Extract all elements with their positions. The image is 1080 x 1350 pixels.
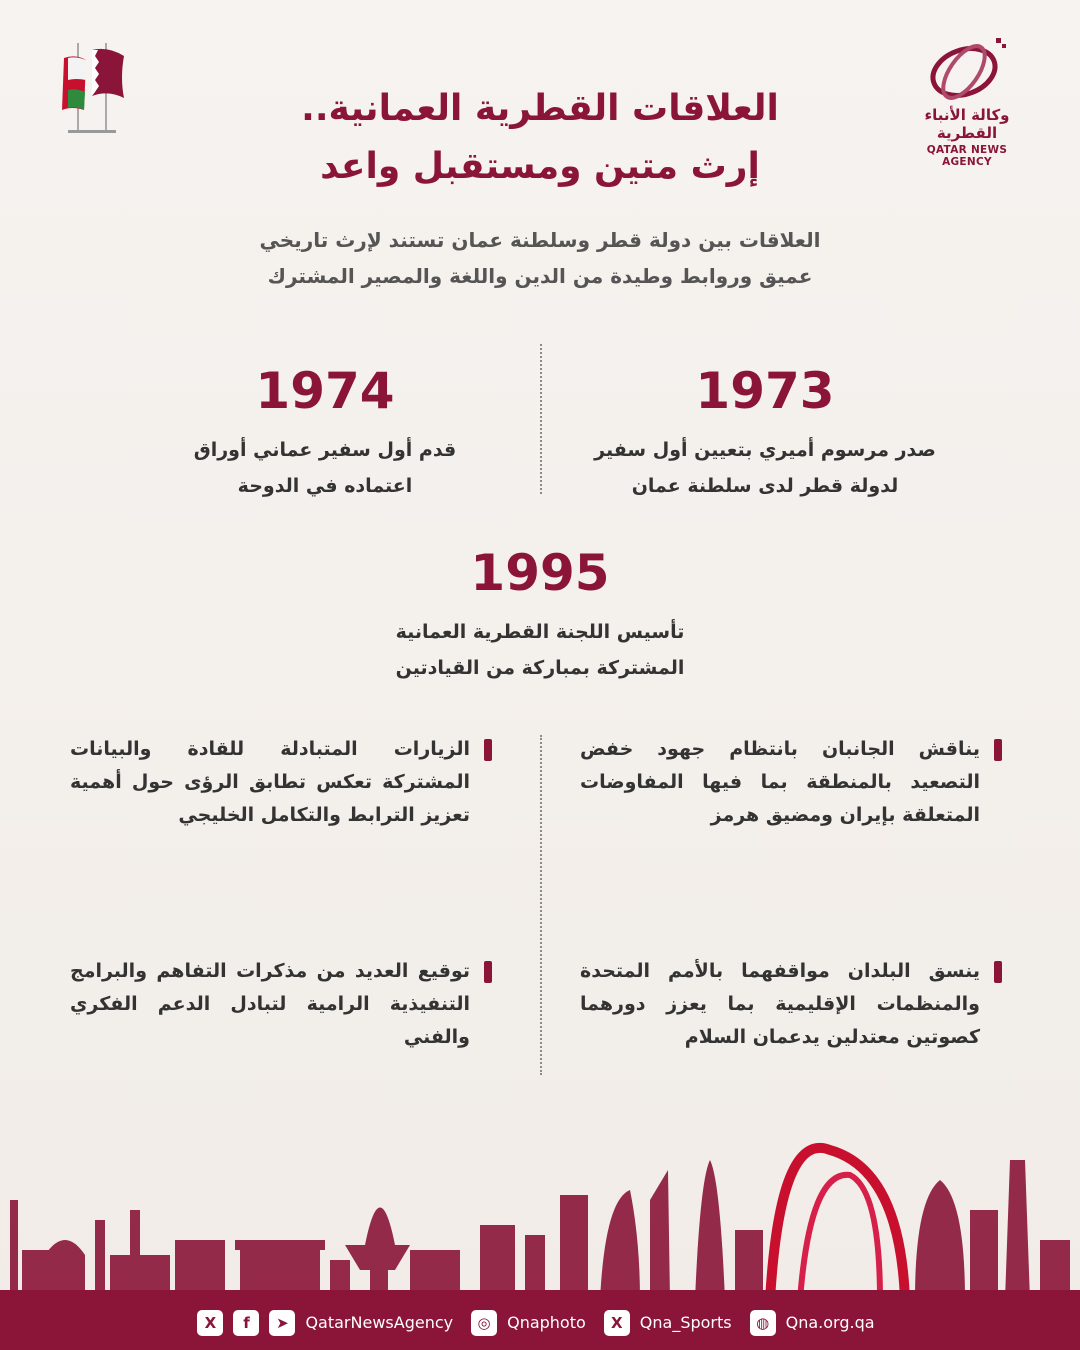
milestone-description xyxy=(560,432,970,504)
bullet-item xyxy=(580,955,980,1054)
title-line-2: إرث متين ومستقبل واعد xyxy=(320,146,760,187)
logo-arabic-name: وكالة الأنباء القطرية xyxy=(924,106,1010,142)
skyline-illustration xyxy=(0,1140,1080,1300)
milestone-1995 xyxy=(290,542,790,686)
milestone-line: لدولة قطر لدى سلطنة عمان xyxy=(631,475,899,497)
bullet-text: ينسق البلدان مواقفهما بالأمم المتحدة والمنظمات الإقليمية بما يعزز دورهما كصوتين معتدلين يدعمان السلام xyxy=(580,960,980,1048)
intro-line-1: العلاقات بين دولة قطر وسلطنة عمان تستند لإرث تاريخي xyxy=(259,228,821,252)
bullets-divider xyxy=(540,735,542,1075)
milestone-line: تأسيس اللجنة القطرية العمانية xyxy=(395,621,685,643)
handle-photo[interactable]: Qnaphoto xyxy=(507,1313,586,1332)
telegram-icon[interactable]: ➤ xyxy=(269,1310,295,1336)
footer-social-bar xyxy=(0,1295,1080,1350)
bullet-item xyxy=(70,955,470,1054)
bullet-marker xyxy=(484,739,492,761)
page-title xyxy=(200,80,880,196)
bullet-text: توقيع العديد من مذكرات التفاهم والبرامج التنفيذية الرامية لتبادل الدعم الفكري والفني xyxy=(70,960,470,1048)
milestone-1974 xyxy=(120,360,530,504)
bullet-marker xyxy=(484,961,492,983)
bullet-item xyxy=(70,733,470,832)
instagram-icon[interactable]: ◎ xyxy=(471,1310,497,1336)
qna-logo xyxy=(902,30,1032,168)
milestone-1973 xyxy=(560,360,970,504)
intro-text xyxy=(200,222,880,294)
title-line-1: العلاقات القطرية العمانية.. xyxy=(301,88,779,129)
bullet-marker xyxy=(994,739,1002,761)
qna-logo-mark xyxy=(922,30,1012,110)
intro-line-2: عميق وروابط وطيدة من الدين واللغة والمصير المشترك xyxy=(267,264,813,288)
x-icon[interactable]: X xyxy=(604,1310,630,1336)
globe-icon[interactable]: ◍ xyxy=(750,1310,776,1336)
website-link[interactable]: Qna.org.qa xyxy=(785,1313,875,1332)
milestone-year: 1973 xyxy=(695,362,835,420)
bullet-item xyxy=(580,733,980,832)
milestone-line: صدر مرسوم أميري بتعيين أول سفير xyxy=(594,439,936,461)
qatar-oman-flags-icon xyxy=(58,38,138,138)
milestone-line: المشتركة بمباركة من القيادتين xyxy=(395,657,685,679)
logo-english-name: QATAR NEWS AGENCY xyxy=(926,144,1008,168)
facebook-icon[interactable]: f xyxy=(233,1310,259,1336)
handle-sports[interactable]: Qna_Sports xyxy=(639,1313,732,1332)
bullet-text: يناقش الجانبان بانتظام جهود خفض التصعيد بالمنطقة بما فيها المفاوضات المتعلقة بإيران ومضيق هرمز xyxy=(580,738,980,826)
milestone-line: اعتماده في الدوحة xyxy=(237,475,413,497)
milestone-description xyxy=(290,614,790,686)
milestone-year: 1974 xyxy=(255,362,395,420)
handle-main[interactable]: QatarNewsAgency xyxy=(305,1313,454,1332)
bullet-text: الزيارات المتبادلة للقادة والبيانات المشتركة تعكس تطابق الرؤى حول أهمية تعزيز الترابط والتكامل الخليجي xyxy=(70,738,470,826)
milestone-line: قدم أول سفير عماني أوراق xyxy=(193,439,457,461)
bullet-marker xyxy=(994,961,1002,983)
x-icon[interactable]: X xyxy=(197,1310,223,1336)
milestone-year: 1995 xyxy=(470,544,610,602)
year-divider xyxy=(540,344,542,494)
milestone-description xyxy=(120,432,530,504)
